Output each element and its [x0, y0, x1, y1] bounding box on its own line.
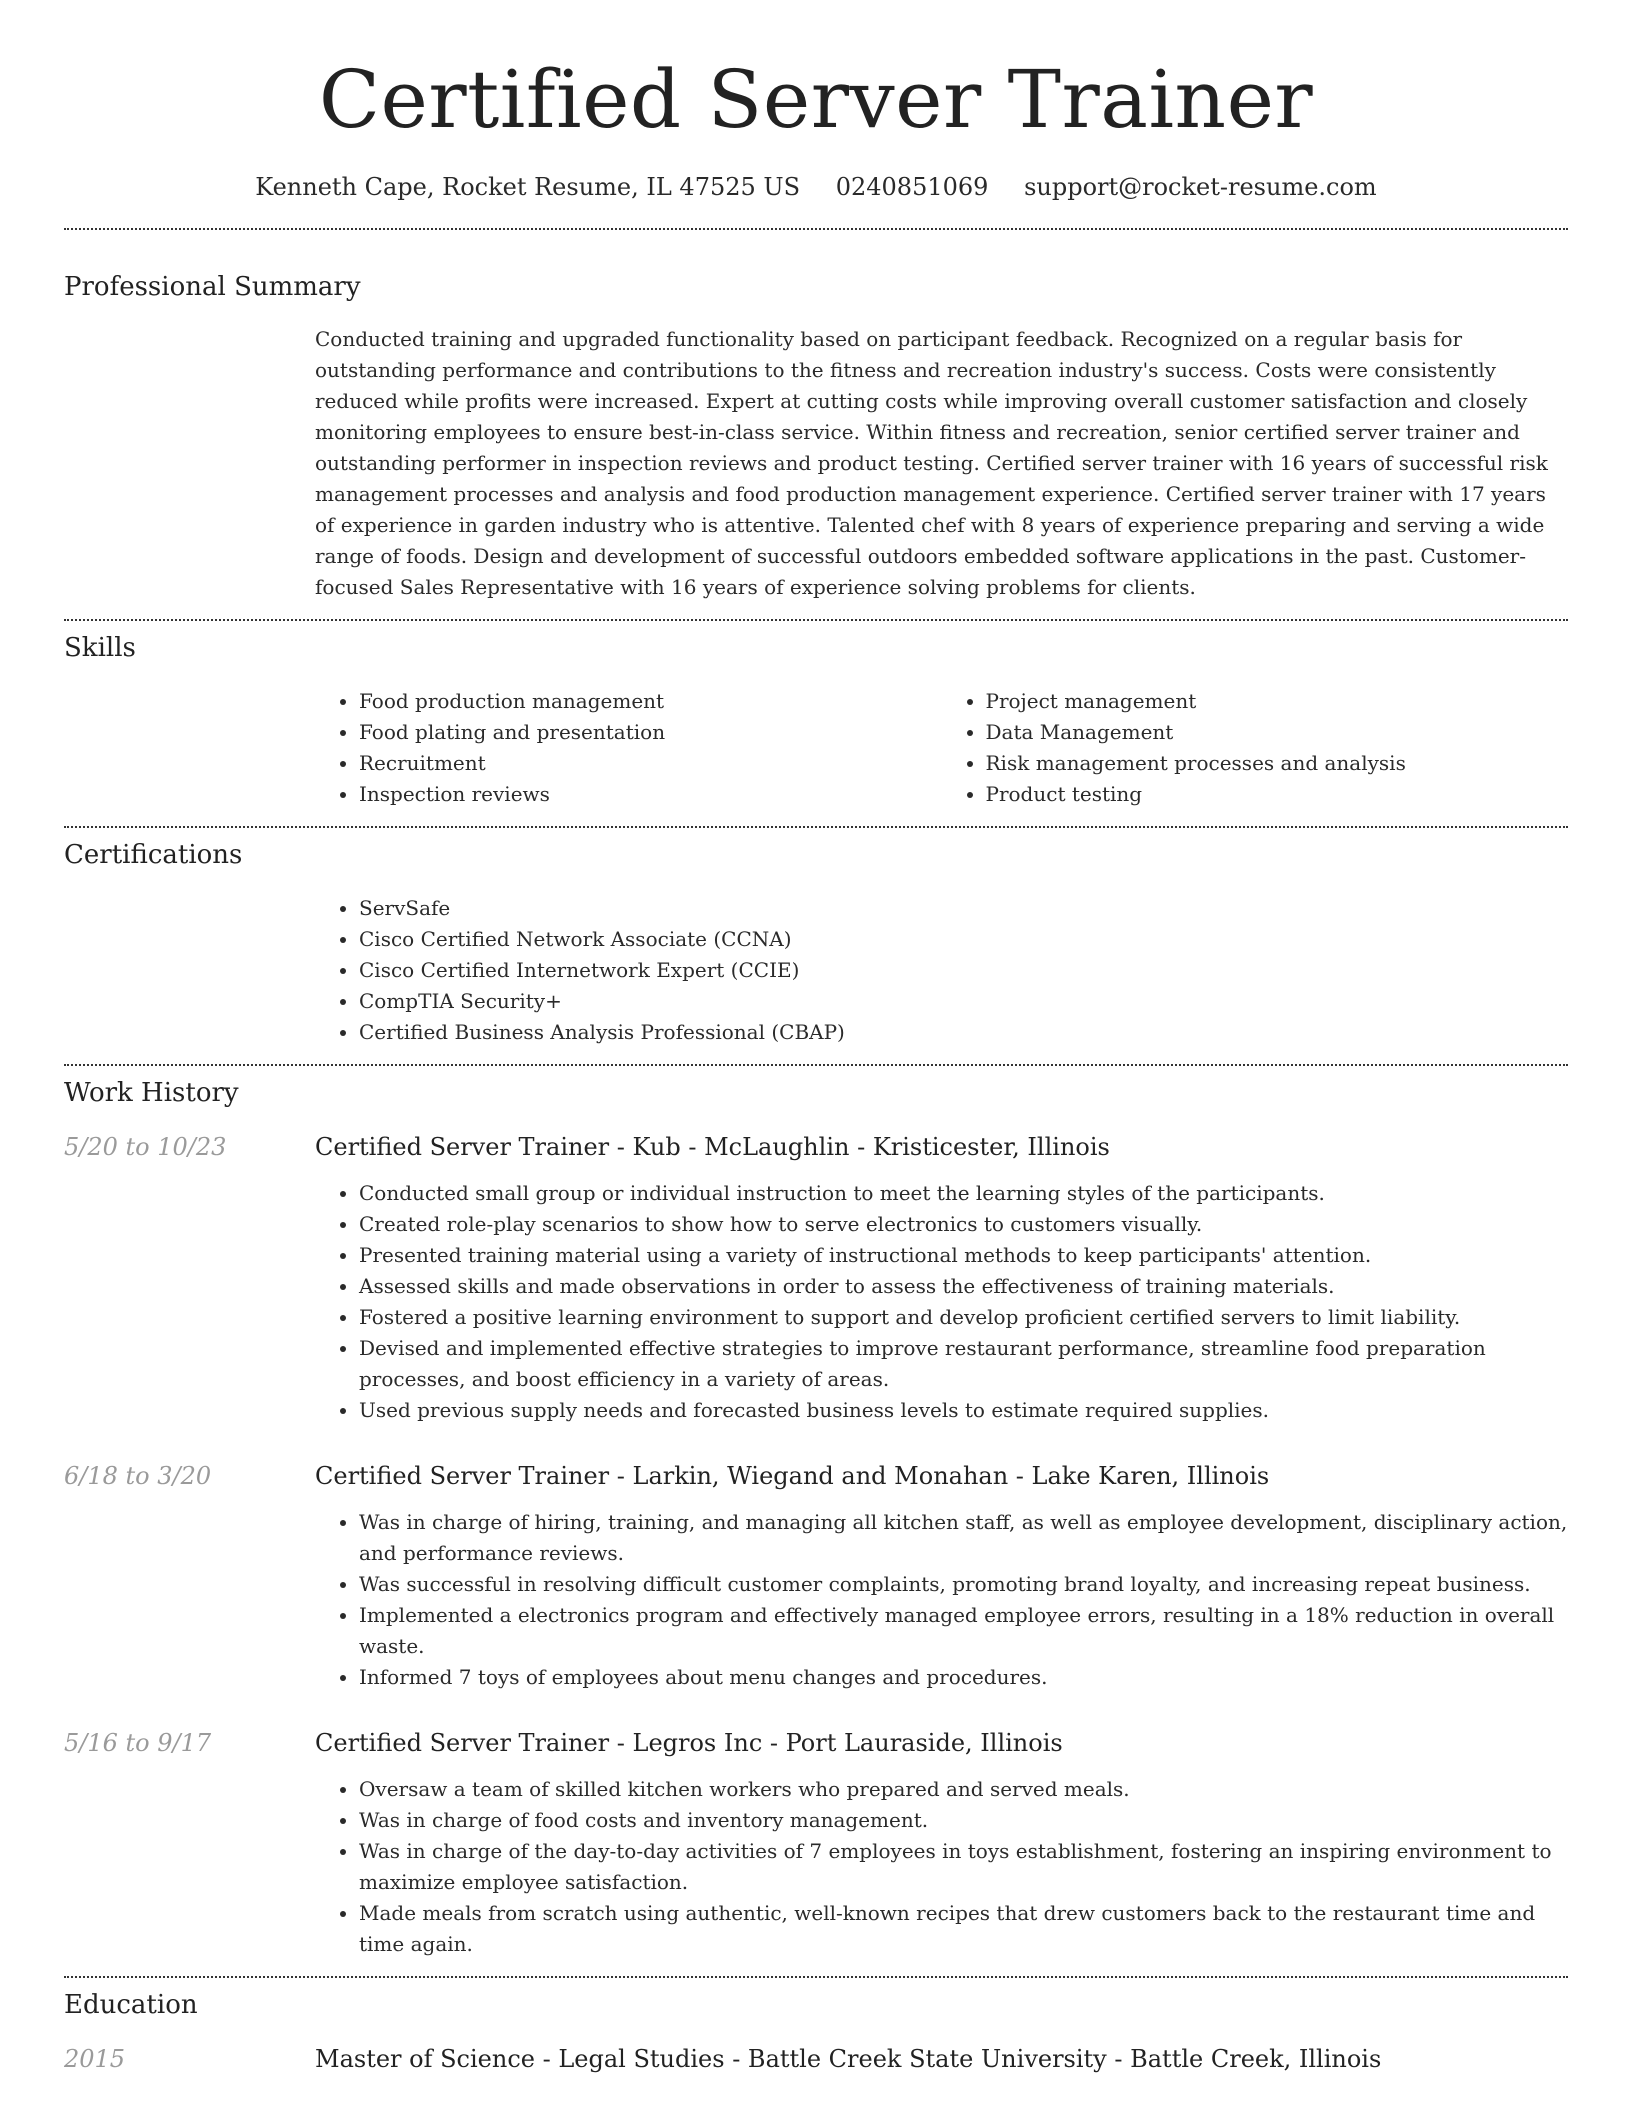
job-bullet-list	[315, 1774, 1568, 1960]
skill-item: • Recruitment	[359, 748, 942, 779]
job-bullet: • Oversaw a team of skilled kitchen workers who prepared and served meals.	[359, 1774, 1568, 1805]
skill-item: • Food production management	[359, 686, 942, 717]
work-history-heading: Work History	[64, 1078, 239, 1108]
contact-address: Kenneth Cape, Rocket Resume, IL 47525 US	[255, 173, 801, 201]
job-title: Certified Server Trainer - Larkin, Wiegand and Monahan - Lake Karen, Illinois	[315, 1462, 1270, 1490]
job-bullet: • Fostered a positive learning environment to support and develop proficient certified servers to limit liability.	[359, 1302, 1568, 1333]
job-bullet: • Was in charge of food costs and inventory management.	[359, 1805, 1568, 1836]
skill-item: • Data Management	[986, 717, 1569, 748]
education-heading: Education	[64, 1990, 198, 2020]
summary-text: Conducted training and upgraded functionality based on participant feedback. Recognized on a regular basis for outstanding performance and contributions to the fitness and recreation industry's success. Costs were consistently reduced while profits were increased. Expert at cutting costs while improving overall customer satisfaction and closely monitoring employees to ensure best-in-class service. Within fitness and recreation, senior certified server trainer and outstanding performer in inspection reviews and product testing. Certified server trainer with 16 years of successful risk management processes and analysis and food production management experience. Certified server trainer with 17 years of experience in garden industry who is attentive. Talented chef with 8 years of experience preparing and serving a wide range of foods. Design and development of successful outdoors embedded software applications in the past. Customer-focused Sales Representative with 16 years of experience solving problems for clients.	[315, 327, 1548, 599]
job-bullet: • Presented training material using a variety of instructional methods to keep participants' attention.	[359, 1240, 1568, 1271]
certification-item: • Certified Business Analysis Professional (CBAP)	[359, 1017, 1568, 1048]
certification-item: • Cisco Certified Network Associate (CCNA)	[359, 924, 1568, 955]
job-bullet: • Used previous supply needs and forecasted business levels to estimate required supplies.	[359, 1395, 1568, 1426]
job-bullet: • Was in charge of the day-to-day activities of 7 employees in toys establishment, fostering an inspiring environment to maximize employee satisfaction.	[359, 1836, 1568, 1898]
skill-item: • Inspection reviews	[359, 779, 942, 810]
work-history-section	[64, 1066, 1568, 1976]
skills-heading: Skills	[64, 633, 136, 663]
skills-list-right	[942, 686, 1569, 810]
contact-email: support@rocket-resume.com	[1024, 173, 1377, 201]
education-section	[64, 1978, 1568, 2076]
summary-section	[64, 230, 1568, 619]
job-entry	[64, 1726, 1568, 1976]
certifications-heading: Certifications	[64, 840, 243, 870]
skill-item: • Product testing	[986, 779, 1569, 810]
summary-heading: Professional Summary	[64, 272, 361, 302]
education-entry	[64, 2042, 1568, 2076]
job-bullet: • Assessed skills and made observations in order to assess the effectiveness of training materials.	[359, 1271, 1568, 1302]
job-bullet-list	[315, 1507, 1568, 1693]
contact-phone: 0240851069	[835, 173, 989, 201]
job-bullet: • Made meals from scratch using authentic, well-known recipes that drew customers back to the restaurant time and time again.	[359, 1898, 1568, 1960]
skill-item: • Risk management processes and analysis	[986, 748, 1569, 779]
skills-list-left	[315, 686, 942, 810]
job-entry	[64, 1130, 1568, 1426]
contact-line	[64, 170, 1568, 204]
job-dates: 5/16 to 9/17	[64, 1729, 212, 1757]
resume-name-title: Certified Server Trainer	[318, 53, 1314, 146]
certifications-list	[315, 893, 1568, 1048]
job-bullet: • Informed 7 toys of employees about menu changes and procedures.	[359, 1662, 1568, 1693]
job-bullet: • Conducted small group or individual instruction to meet the learning styles of the participants.	[359, 1178, 1568, 1209]
job-dates: 6/18 to 3/20	[64, 1462, 212, 1490]
certification-item: • Cisco Certified Internetwork Expert (CCIE)	[359, 955, 1568, 986]
job-bullet: • Implemented a electronics program and effectively managed employee errors, resulting in a 18% reduction in overall waste.	[359, 1600, 1568, 1662]
certification-item: • CompTIA Security+	[359, 986, 1568, 1017]
job-bullet: • Devised and implemented effective strategies to improve restaurant performance, streamline food preparation processes, and boost efficiency in a variety of areas.	[359, 1333, 1568, 1395]
skill-item: • Food plating and presentation	[359, 717, 942, 748]
certifications-section	[64, 828, 1568, 1064]
job-bullet: • Created role-play scenarios to show how to serve electronics to customers visually.	[359, 1209, 1568, 1240]
job-title: Certified Server Trainer - Kub - McLaughlin - Kristicester, Illinois	[315, 1133, 1110, 1161]
skills-section	[64, 621, 1568, 826]
education-year: 2015	[64, 2045, 126, 2073]
skill-item: • Project management	[986, 686, 1569, 717]
job-bullet: • Was successful in resolving difficult customer complaints, promoting brand loyalty, and increasing repeat business.	[359, 1569, 1568, 1600]
certification-item: • ServSafe	[359, 893, 1568, 924]
job-entry	[64, 1459, 1568, 1693]
job-title: Certified Server Trainer - Legros Inc - Port Lauraside, Illinois	[315, 1729, 1063, 1757]
job-dates: 5/20 to 10/23	[64, 1133, 227, 1161]
education-degree: Master of Science - Legal Studies - Battle Creek State University - Battle Creek, Illinois	[315, 2045, 1382, 2073]
job-bullet-list	[315, 1178, 1568, 1426]
job-bullet: • Was in charge of hiring, training, and managing all kitchen staff, as well as employee development, disciplinary action, and performance reviews.	[359, 1507, 1568, 1569]
